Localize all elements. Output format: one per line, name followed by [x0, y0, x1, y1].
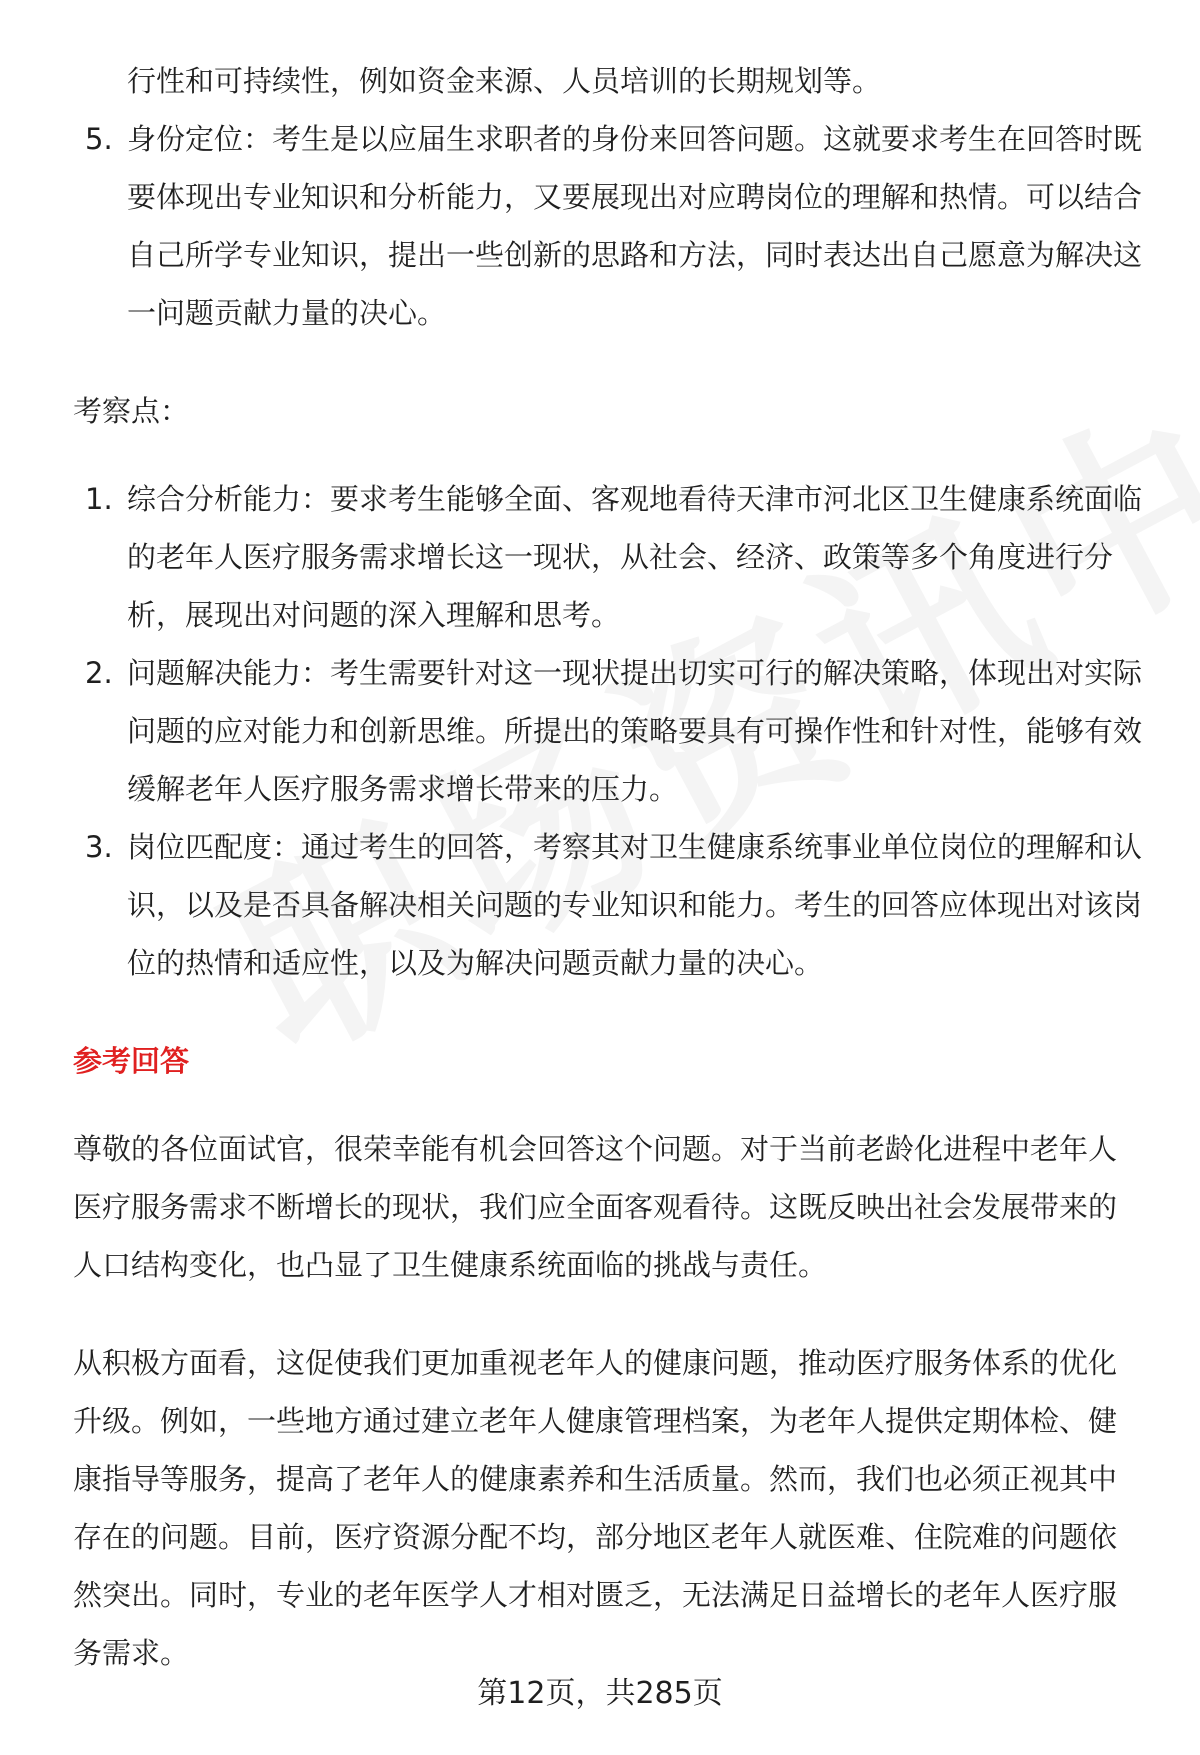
list-number: 3. [85, 830, 113, 864]
list-item-5 [73, 110, 1143, 342]
answer-paragraph-1: 尊敬的各位面试官，很荣幸能有机会回答这个问题。对于当前老龄化进程中老年人医疗服务需求不断增长的现状，我们应全面客观看待。这既反映出社会发展带来的人口结构变化，也凸显了卫生健康系统面临的挑战与责任。 [73, 1132, 1118, 1282]
list-item-point-1 [73, 470, 1143, 644]
list-text: 岗位匹配度：通过考生的回答，考察其对卫生健康系统事业单位岗位的理解和认识，以及是否具备解决相关问题的专业知识和能力。考生的回答应体现出对该岗位的热情和适应性，以及为解决问题贡献力量的决心。 [127, 830, 1143, 980]
answer-paragraph-2: 从积极方面看，这促使我们更加重视老年人的健康问题，推动医疗服务体系的优化升级。例如，一些地方通过建立老年人健康管理档案，为老年人提供定期体检、健康指导等服务，提高了老年人的健康素养和生活质量。然而，我们也必须正视其中存在的问题。目前，医疗资源分配不均，部分地区老年人就医难、住院难的问题依然突出。同时，专业的老年医学人才相对匮乏，无法满足日益增长的老年人医疗服务需求。 [73, 1346, 1118, 1670]
intro-continuation: 行性和可持续性，例如资金来源、人员培训的长期规划等。 [127, 64, 882, 98]
page-footer: 第12页，共285页 [477, 1676, 723, 1711]
list-item-point-2 [73, 644, 1143, 818]
document-content [73, 52, 1143, 1682]
list-text: 问题解决能力：考生需要针对这一现状提出切实可行的解决策略，体现出对实际问题的应对能力和创新思维。所提出的策略要具有可操作性和针对性，能够有效缓解老年人医疗服务需求增长带来的压力。 [127, 656, 1143, 806]
list-text: 身份定位：考生是以应届生求职者的身份来回答问题。这就要求考生在回答时既要体现出专业知识和分析能力，又要展现出对应聘岗位的理解和热情。可以结合自己所学专业知识，提出一些创新的思路和方法，同时表达出自己愿意为解决这一问题贡献力量的决心。 [127, 122, 1143, 330]
points-heading: 考察点： [73, 394, 190, 428]
list-number: 5. [85, 122, 113, 156]
list-item-point-3 [73, 818, 1143, 992]
list-number: 1. [85, 482, 113, 516]
list-number: 2. [85, 656, 113, 690]
list-text: 综合分析能力：要求考生能够全面、客观地看待天津市河北区卫生健康系统面临的老年人医疗服务需求增长这一现状，从社会、经济、政策等多个角度进行分析，展现出对问题的深入理解和思考。 [127, 482, 1143, 632]
answer-heading: 参考回答 [73, 1044, 190, 1078]
